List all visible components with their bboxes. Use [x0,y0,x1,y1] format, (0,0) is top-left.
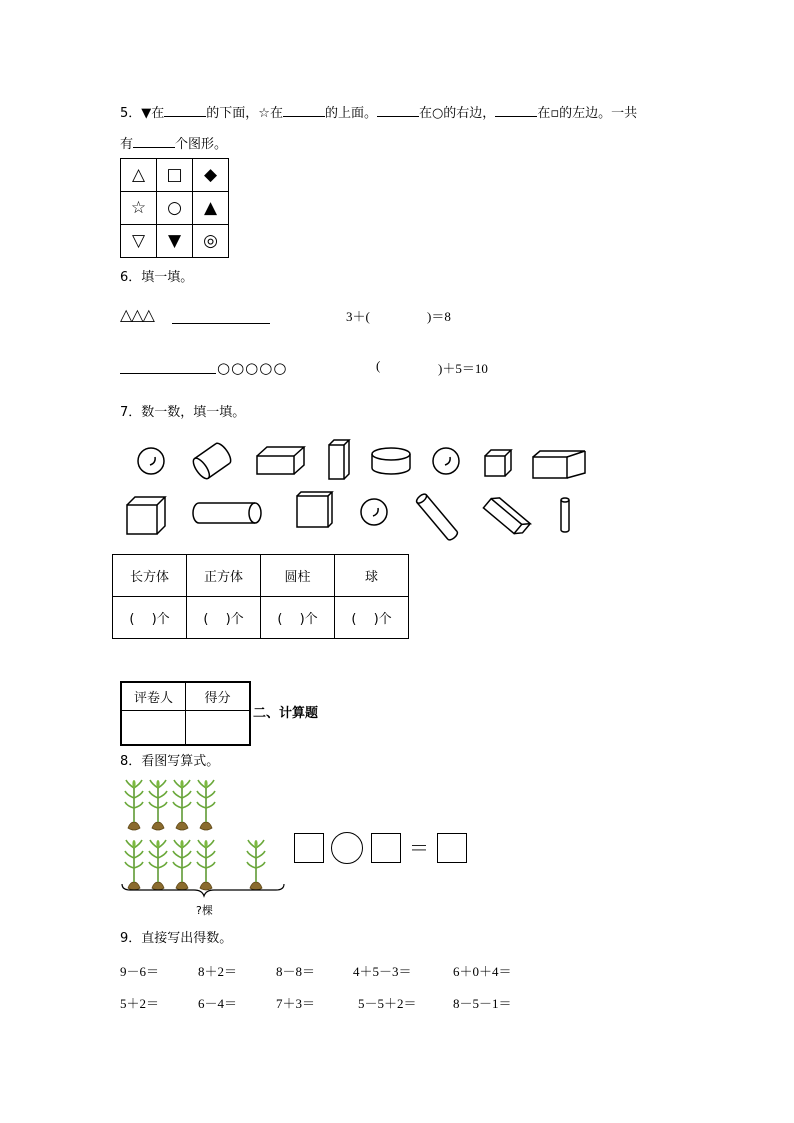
sphere-icon [138,448,164,474]
seedling-figure [118,778,293,908]
header-cube: 正方体 [187,555,261,597]
grid-cell-filled-triangle: ▲ [193,192,229,225]
q5-blank-1[interactable] [164,102,206,117]
equation: 6＋0＋4＝ [453,964,512,979]
equation: 6－4＝ [198,996,238,1011]
triangle-icons: △△△ [120,305,154,324]
seedling-icon [125,780,143,830]
circle-icons: ○○○○○ [217,359,288,377]
cuboid-icon [257,447,304,474]
seedling-icon [247,840,265,890]
count-cell-cube[interactable]: ( )个 [187,597,261,639]
q6-row2 [120,357,520,381]
solid-shapes-figure [115,430,595,545]
cylinder-icon [193,503,261,523]
q5-blank-4[interactable] [495,102,537,117]
header-sphere: 球 [335,555,409,597]
equation: 5＋2＝ [120,996,160,1011]
grader-label: 评卷人 [121,682,186,711]
cuboid-icon [483,494,530,537]
q5-text: ▼在 [141,106,165,121]
header-cuboid: 长方体 [113,555,187,597]
q5-text: 的下面， [206,106,259,121]
grader-cell[interactable] [121,711,186,746]
seedling-icon [149,780,167,830]
q6-eq2-right: )＋5＝10 [438,361,488,376]
answer-box-1[interactable] [294,833,324,863]
equation: 9－6＝ [120,964,160,979]
q6-answer-line-2[interactable] [120,373,216,374]
q9-title: 9．直接写出得数。 [120,931,233,946]
cuboid-icon [533,451,585,478]
cylinder-icon [415,492,459,541]
q6-answer-line-1[interactable] [172,323,270,324]
q5-text: 在○的右边， [418,106,496,121]
q5-line2 [120,133,227,155]
q6-eq1-right: )＝8 [427,309,451,324]
q5-blank-3[interactable] [377,102,419,117]
seedling-icon [197,780,215,830]
q5-text: 的上面。 [324,106,377,121]
seedling-icon [173,840,191,890]
cube-icon [127,497,165,534]
q8-title: 8．看图写算式。 [120,754,220,769]
answer-box-2[interactable] [371,833,401,863]
q7-title: 7．数一数，填一填。 [120,405,246,420]
score-cell[interactable] [186,711,251,746]
brace-caption: ?棵 [196,904,213,917]
q5-blank-5[interactable] [133,133,175,148]
equation: 7＋3＝ [276,996,316,1011]
score-box [120,681,251,746]
header-cylinder: 圆柱 [261,555,335,597]
grid-cell-square: □ [157,159,193,192]
grid-cell-triangle: △ [121,159,157,192]
q5-text: 在▫的左边。一共 [537,106,638,121]
seedling-icon [173,780,191,830]
equation: 5－5＋2＝ [358,996,417,1011]
q6-eq2-left: ( [376,358,381,373]
section-heading: 二、计算题 [253,706,319,721]
sphere-icon [361,499,387,525]
count-cell-cuboid[interactable]: ( )个 [113,597,187,639]
q5-text: 有 [120,137,134,152]
q6-row1 [120,304,520,328]
grid-cell-circle: ○ [157,192,193,225]
q9-row-2 [120,993,540,1013]
cylinder-icon [372,448,410,474]
equation: 4＋5－3＝ [353,964,412,979]
seedling-icon [125,840,143,890]
q6-eq1-left: 3＋( [346,309,370,324]
seedling-icon [149,840,167,890]
q5-blank-2[interactable] [283,102,325,117]
q6-title: 6．填一填。 [120,270,194,285]
grid-cell-diamond: ◆ [193,159,229,192]
cuboid-icon [329,440,349,479]
cube-icon [485,450,511,476]
grid-cell-down-triangle: ▽ [121,225,157,258]
count-cell-cylinder[interactable]: ( )个 [261,597,335,639]
q5-line1 [120,102,637,124]
q7-count-table [112,554,409,639]
cylinder-icon [561,498,569,532]
operator-circle[interactable] [331,832,363,864]
equation: 8＋2＝ [198,964,238,979]
seedling-icon [197,840,215,890]
q9-row-1 [120,961,540,981]
equation: 8－5－1＝ [453,996,512,1011]
grid-cell-double-circle: ◎ [193,225,229,258]
q5-shape-grid [120,158,229,258]
score-label: 得分 [186,682,251,711]
grid-cell-filled-down-triangle: ▼ [157,225,193,258]
q5-number: 5． [120,106,142,121]
cylinder-icon [190,441,233,481]
answer-box-3[interactable] [437,833,467,863]
sphere-icon [433,448,459,474]
q5-text: 个图形。 [175,137,228,152]
q5-text: ☆在 [258,106,283,121]
equals-sign: ＝ [409,836,429,860]
cube-icon [297,492,332,527]
count-cell-sphere[interactable]: ( )个 [335,597,409,639]
equation: 8－8＝ [276,964,316,979]
grid-cell-star: ☆ [121,192,157,225]
